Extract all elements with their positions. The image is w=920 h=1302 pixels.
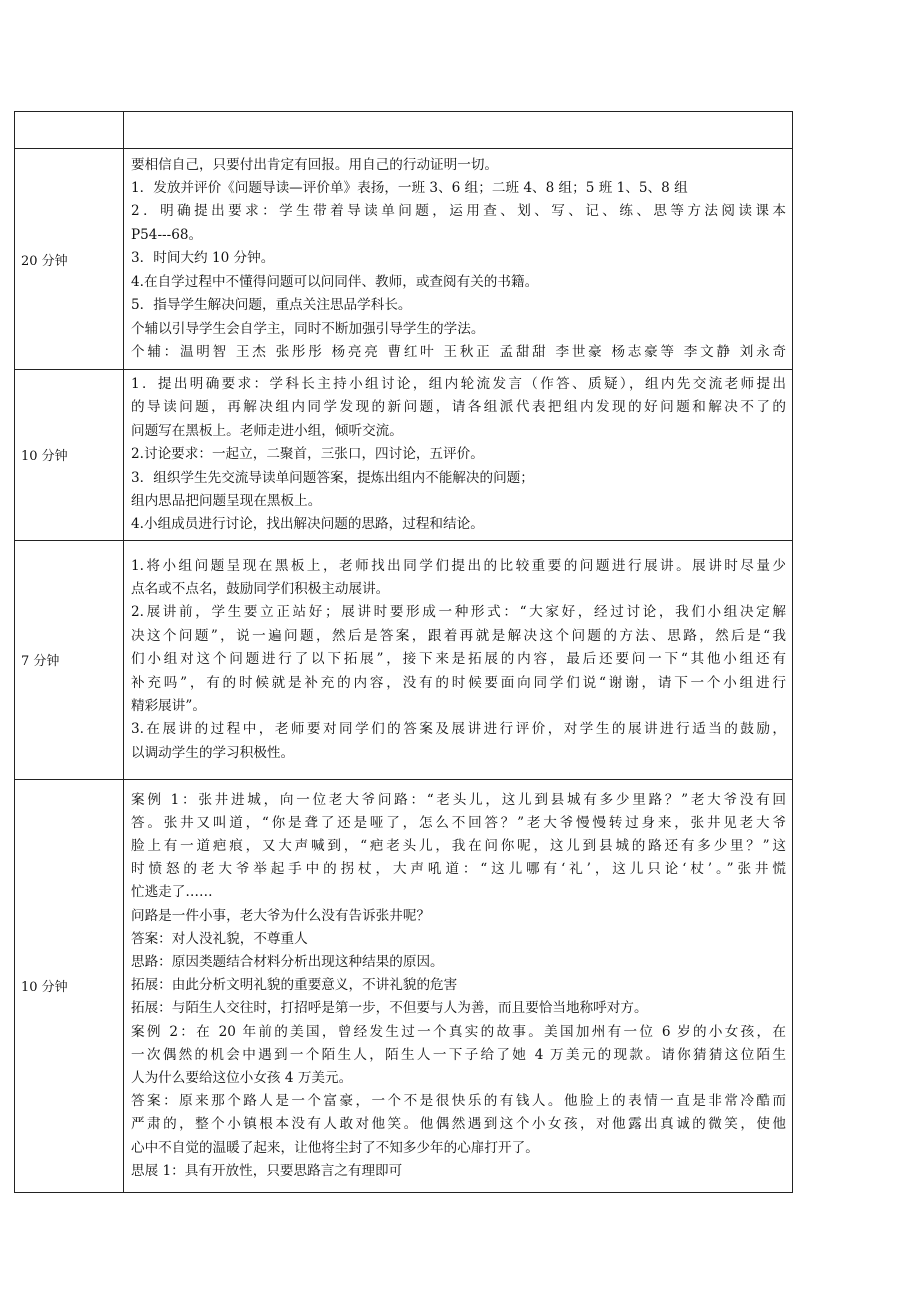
text-line: 精彩展讲”。: [131, 697, 206, 714]
time-cell: 20 分钟: [15, 149, 124, 370]
time-cell: 10 分钟: [15, 779, 124, 1192]
text-line: 一次偶然的机会中遇到一个陌生人，陌生人一下子给了她 4 万美元的现款。请你猜猜这位陌生: [131, 1046, 786, 1063]
text-line: 补充吗”，有的时候就是补充的内容，没有的时候要面向同学们说“谢谢，请下一个小组进行: [131, 674, 786, 691]
text-line: 要相信自己，只要付出肯定有回报。用自己的行动证明一切。: [131, 156, 499, 173]
text-line: 个辅：温明智 王杰 张彤彤 杨亮亮 曹红叶 王秋正 孟甜甜 李世豪 杨志豪等 李文静 刘永奇: [131, 343, 786, 360]
table-row-self-study: [15, 149, 793, 370]
text-line: 思展 1：具有开放性，只要思路言之有理即可: [131, 1162, 403, 1179]
text-line: 脸上有一道疤痕，又大声喊到，“疤老头儿，我在问你呢，这儿到县城的路还有多少里？”这: [131, 838, 786, 855]
text-line: 心中不自觉的温暖了起来，让他将尘封了不知多少年的心扉打开了。: [131, 1139, 539, 1156]
text-line: 3．组织学生先交流导读单问题答案，提炼出组内不能解决的问题；: [131, 469, 534, 486]
text-line: 思路：原因类题结合材料分析出现这种结果的原因。: [131, 954, 444, 971]
text-line: 拓展：与陌生人交往时，打招呼是第一步，不但要与人为善，而且要恰当地称呼对方。: [131, 1000, 648, 1017]
content-cell: [124, 149, 793, 370]
text-line: 问题写在黑板上。老师走进小组，倾听交流。: [131, 422, 403, 439]
text-line: 问路是一件小事，老大爷为什么没有告诉张井呢？: [131, 907, 431, 924]
text-line: 2.展讲前，学生要立正站好；展讲时要形成一种形式：“大家好，经过讨论，我们小组决定解: [131, 604, 786, 621]
text-line: 的导读问题，再解决组内同学发现的新问题，请各组派代表把组内发现的好问题和解决不了的: [131, 399, 786, 416]
content-cell: [124, 370, 793, 541]
table-row-discussion: [15, 370, 793, 541]
text-line: 答案：原来那个路人是一个富豪，一个不是很快乐的有钱人。他脸上的表情一直是非常冷酷而: [131, 1093, 786, 1110]
text-line: 5．指导学生解决问题，重点关注思品学科长。: [131, 297, 412, 314]
text-line: 决这个问题”，说一遍问题，然后是答案，跟着再就是解决这个问题的方法、思路，然后是“我: [131, 627, 786, 644]
content-cell: [124, 112, 793, 149]
text-line: 点名或不点名，鼓励同学们积极主动展讲。: [131, 580, 390, 597]
table-row-cases: [15, 779, 793, 1192]
text-line: 2.讨论要求：一起立，二聚首，三张口，四讨论，五评价。: [131, 446, 484, 463]
text-line: 严肃的，整个小镇根本没有人敢对他笑。他偶然遇到这个小女孩，对他露出真诚的微笑，使他: [131, 1116, 786, 1133]
text-line: 时愤怒的老大爷举起手中的拐杖，大声吼道：“这儿哪有‘礼’，这儿只论‘杖’。”张井慌: [131, 861, 786, 878]
table-row-header: [15, 112, 793, 149]
time-cell: 10 分钟: [15, 370, 124, 541]
time-cell: 7 分钟: [15, 540, 124, 779]
content-cell: [124, 779, 793, 1192]
text-line: 2．明确提出要求：学生带着导读单问题，运用查、划、写、记、练、思等方法阅读课本: [131, 203, 786, 220]
lesson-plan-table: [14, 111, 793, 1193]
text-line: 答案：对人没礼貌，不尊重人: [131, 930, 308, 947]
text-line: 以调动学生的学习积极性。: [131, 744, 295, 761]
text-line: 1．提出明确要求：学科长主持小组讨论，组内轮流发言（作答、质疑），组内先交流老师提出: [131, 376, 786, 392]
text-line: 们小组对这个问题进行了以下拓展”，接下来是拓展的内容，最后还要问一下“其他小组还有: [131, 651, 786, 668]
text-line: 组内思品把问题呈现在黑板上。: [131, 493, 322, 510]
text-line: 4.小组成员进行讨论，找出解决问题的思路，过程和结论。: [131, 516, 484, 533]
text-line: 忙逃走了……: [131, 884, 213, 901]
text-line: 1.将小组问题呈现在黑板上，老师找出同学们提出的比较重要的问题进行展讲。展讲时尽量少: [131, 557, 786, 574]
text-line: 人为什么要给这位小女孩 4 万美元。: [131, 1070, 353, 1087]
text-line: 1．发放并评价《问题导读—评价单》表扬，一班 3、6 组；二班 4、8 组；5 班 1、5、8 组: [131, 180, 688, 197]
time-cell: [15, 112, 124, 149]
text-line: 案例 1：张井进城，向一位老大爷问路：“老头儿，这儿到县城有多少里路？”老大爷没有回: [131, 791, 786, 808]
text-line: 案例 2：在 20 年前的美国，曾经发生过一个真实的故事。美国加州有一位 6 岁的小女孩，在: [131, 1023, 786, 1040]
text-line: 4.在自学过程中不懂得问题可以问同伴、教师，或查阅有关的书籍。: [131, 273, 539, 290]
text-line: 拓展：由此分析文明礼貌的重要意义，不讲礼貌的危害: [131, 977, 458, 994]
text-line: P54---68。: [131, 226, 203, 243]
text-line: 个辅以引导学生会自学主，同时不断加强引导学生的学法。: [131, 320, 485, 337]
text-line: 答。张井又叫道，“你是聋了还是哑了，怎么不回答？”老大爷慢慢转过身来，张井见老大爷: [131, 814, 786, 831]
text-line: 3．时间大约 10 分钟。: [131, 250, 275, 267]
content-cell: [124, 540, 793, 779]
table-row-presentation: [15, 540, 793, 779]
text-line: 3.在展讲的过程中，老师要对同学们的答案及展讲进行评价，对学生的展讲进行适当的鼓励，: [131, 721, 786, 738]
